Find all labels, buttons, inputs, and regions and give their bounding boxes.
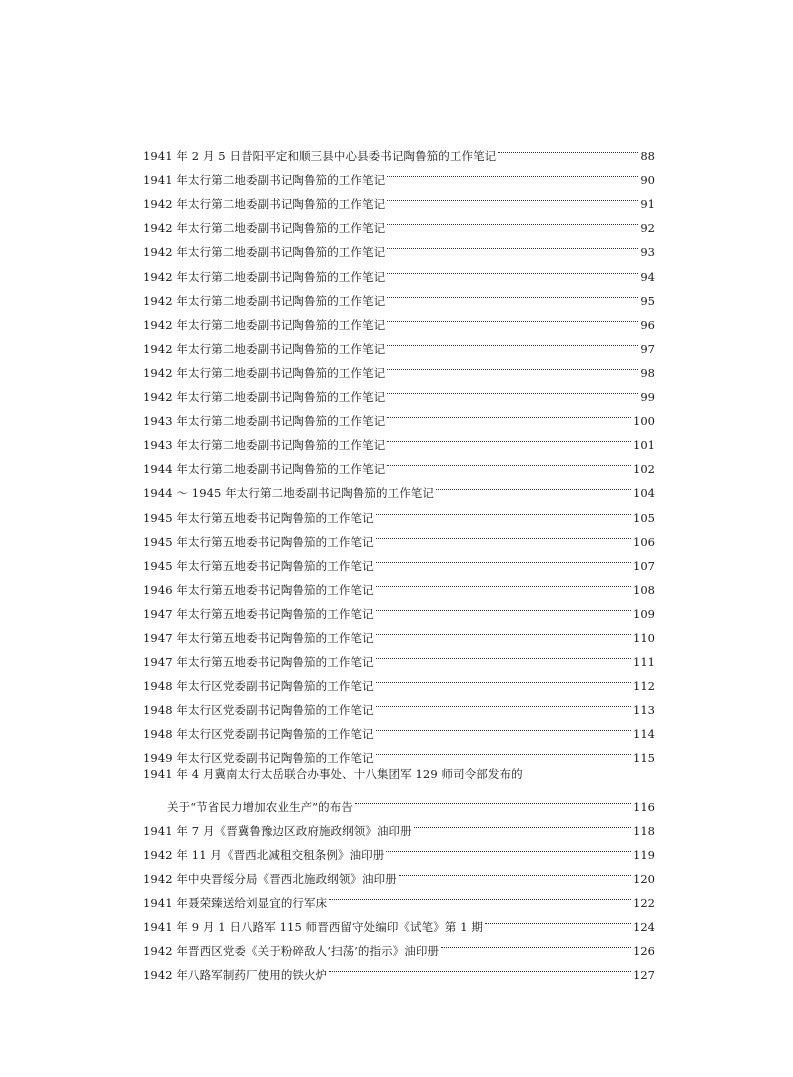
toc-entry-title: 1947 年太行第五地委书记陶鲁笳的工作笔记: [143, 630, 374, 645]
toc-entry-title: 1941 年 2 月 5 日昔阳平定和顺三县中心县委书记陶鲁笳的工作笔记: [143, 149, 497, 164]
toc-entry-title: 1943 年太行第二地委副书记陶鲁笳的工作笔记: [143, 438, 386, 453]
dot-leader: [441, 931, 631, 955]
toc-entry-page-number: 98: [640, 365, 655, 380]
dot-leader: [498, 136, 638, 160]
toc-entry-title: 1941 年 7 月《晋冀鲁豫边区政府施政纲领》油印册: [143, 823, 412, 838]
toc-entry-page-number: 124: [633, 920, 655, 935]
toc-entry-title: 1942 年太行第二地委副书记陶鲁笳的工作笔记: [143, 245, 386, 260]
toc-entry-page-number: 101: [633, 438, 655, 453]
toc-entry-page-number: 113: [633, 703, 655, 718]
toc-entry-title: 1942 年八路军制药厂使用的铁火炉: [143, 968, 328, 983]
toc-entry-title: 1945 年太行第五地委书记陶鲁笳的工作笔记: [143, 510, 374, 525]
dot-leader: [414, 811, 631, 835]
toc-entry-title: 1942 年太行第二地委副书记陶鲁笳的工作笔记: [143, 341, 386, 356]
toc-entry-title: 1942 年 11 月《晋西北减租交租条例》油印册: [143, 847, 385, 862]
dot-leader: [387, 232, 638, 256]
dot-leader: [329, 955, 631, 979]
toc-entry-page-number: 105: [633, 510, 655, 525]
toc-entry-title: 1947 年太行第五地委书记陶鲁笳的工作笔记: [143, 655, 374, 670]
toc-entry-page-number: 114: [633, 727, 655, 742]
toc-entry-title: 1944 ～ 1945 年太行第二地委副书记陶鲁笳的工作笔记: [143, 486, 434, 501]
toc-entry-page-number: 104: [633, 486, 655, 501]
dot-leader: [376, 690, 631, 714]
dot-leader: [485, 907, 631, 931]
toc-entry-page-number: 106: [633, 534, 655, 549]
toc-entry-title: 1947 年太行第五地委书记陶鲁笳的工作笔记: [143, 606, 374, 621]
dot-leader: [387, 377, 638, 401]
dot-leader: [387, 184, 638, 208]
dot-leader: [355, 787, 631, 811]
toc-entry-page-number: 122: [633, 896, 655, 910]
dot-leader: [376, 594, 631, 618]
dot-leader: [376, 666, 631, 690]
toc-entry-page-number: 116: [633, 799, 655, 814]
dot-leader: [376, 738, 631, 762]
dot-leader: [387, 160, 638, 184]
toc-entry-page-number: 115: [633, 751, 655, 766]
toc-entry-page-number: 93: [640, 245, 655, 260]
toc-entry-title: 1941 年 9 月 1 日八路军 115 师晋西留守处编印《试笔》第 1 期: [143, 920, 483, 935]
dot-leader: [399, 859, 631, 883]
toc-entry-title: 1941 年太行第二地委副书记陶鲁笳的工作笔记: [143, 173, 386, 188]
toc-entry-page-number: 109: [633, 606, 655, 621]
dot-leader: [436, 473, 631, 497]
toc-entry-title: 1948 年太行区党委副书记陶鲁笳的工作笔记: [143, 727, 374, 742]
toc-entry-title: 1942 年晋西区党委《关于粉碎敌人‘扫荡’的指示》油印册: [143, 944, 440, 959]
toc-entry-title: 1943 年太行第二地委副书记陶鲁笳的工作笔记: [143, 414, 386, 429]
toc-entry-title: 1949 年太行区党委副书记陶鲁笳的工作笔记: [143, 751, 374, 766]
toc-entry-title: 1945 年太行第五地委书记陶鲁笳的工作笔记: [143, 558, 374, 573]
toc-entry-page-number: 107: [633, 558, 655, 573]
toc-entry-page-number: 95: [640, 293, 655, 308]
toc-entry-page-number: 102: [633, 462, 655, 477]
toc-entry-title: 1945 年太行第五地委书记陶鲁笳的工作笔记: [143, 534, 374, 549]
toc-entry-page-number: 119: [633, 847, 655, 862]
toc-entry-page-number: 91: [640, 197, 655, 212]
toc-entry-title: 1942 年中央晋绥分局《晋西北施政纲领》油印册: [143, 871, 397, 886]
toc-entry-page-number: 111: [633, 655, 655, 670]
toc-entry-page-number: 108: [633, 582, 655, 597]
dot-leader: [387, 305, 638, 329]
dot-leader: [376, 714, 631, 738]
dot-leader: [387, 329, 638, 353]
toc-entry-title: 1941 年聂荣臻送给刘显宜的行军床: [143, 896, 328, 910]
toc-entry-title: 1944 年太行第二地委副书记陶鲁笳的工作笔记: [143, 462, 386, 477]
toc-entry: [143, 136, 655, 164]
dot-leader: [387, 281, 638, 305]
toc-entry-page-number: 120: [633, 871, 655, 886]
toc-entry-page-number: 99: [640, 390, 655, 405]
dot-leader: [386, 835, 631, 859]
toc-entry-title: 1942 年太行第二地委副书记陶鲁笳的工作笔记: [143, 269, 386, 284]
dot-leader: [387, 353, 638, 377]
toc-entry-title: 1942 年太行第二地委副书记陶鲁笳的工作笔记: [143, 221, 386, 236]
toc-entry-title: 关于“节省民力增加农业生产”的布告: [167, 799, 353, 814]
dot-leader: [376, 642, 631, 666]
dot-leader: [376, 522, 631, 546]
dot-leader: [387, 208, 638, 232]
toc-entry-page-number: 127: [633, 968, 655, 983]
dot-leader: [376, 546, 631, 570]
toc-entry-title: 1942 年太行第二地委副书记陶鲁笳的工作笔记: [143, 317, 386, 332]
toc-entry-title: 1948 年太行区党委副书记陶鲁笳的工作笔记: [143, 703, 374, 718]
toc-entry-title: 1941 年 4 月冀南太行太岳联合办事处、十八集团军 129 师司令部发布的: [143, 767, 523, 782]
toc-entry: [143, 787, 655, 814]
toc-entry-title: 1942 年太行第二地委副书记陶鲁笳的工作笔记: [143, 390, 386, 405]
dot-leader: [329, 883, 631, 907]
dot-leader: [387, 401, 631, 425]
toc-entry-page-number: 90: [640, 173, 655, 188]
toc-entry-title: 1948 年太行区党委副书记陶鲁笳的工作笔记: [143, 679, 374, 694]
toc-entry-page-number: 126: [633, 944, 655, 959]
toc-entry-page-number: 97: [640, 341, 655, 356]
toc-entry-title: 1942 年太行第二地委副书记陶鲁笳的工作笔记: [143, 293, 386, 308]
toc-entry-title: 1942 年太行第二地委副书记陶鲁笳的工作笔记: [143, 197, 386, 212]
table-of-contents: [143, 136, 655, 983]
dot-leader: [387, 449, 631, 473]
toc-entry-page-number: 94: [640, 269, 655, 284]
toc-entry: [143, 762, 655, 786]
toc-entry-page-number: 96: [640, 317, 655, 332]
dot-leader: [376, 618, 631, 642]
dot-leader: [387, 425, 631, 449]
toc-entry-page-number: 118: [633, 823, 655, 838]
toc-entry-page-number: 100: [633, 414, 655, 429]
toc-entry-page-number: 88: [640, 149, 655, 164]
dot-leader: [376, 497, 631, 521]
toc-entry-title: 1942 年太行第二地委副书记陶鲁笳的工作笔记: [143, 365, 386, 380]
toc-entry-page-number: 92: [640, 221, 655, 236]
toc-entry-page-number: 110: [633, 630, 655, 645]
toc-entry-page-number: 112: [633, 679, 655, 694]
dot-leader: [387, 256, 638, 280]
toc-entry-title: 1946 年太行第五地委书记陶鲁笳的工作笔记: [143, 582, 374, 597]
dot-leader: [376, 570, 631, 594]
